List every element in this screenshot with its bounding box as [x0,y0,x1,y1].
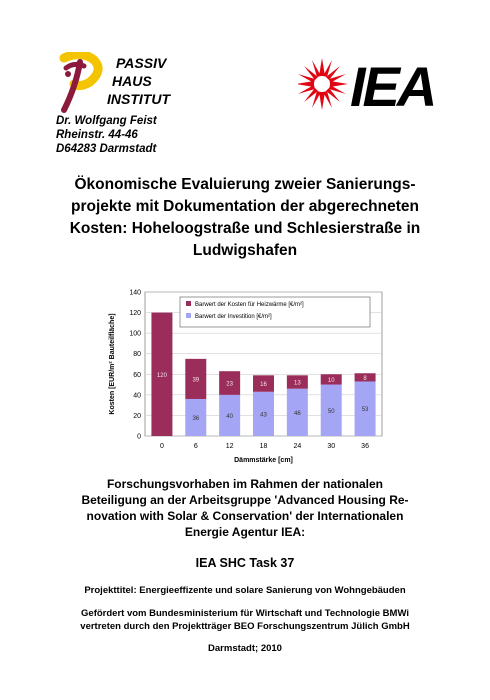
legend-label: Barwert der Investition [€/m²] [195,314,272,320]
place-date: Darmstadt; 2010 [208,643,282,654]
data-label-investition: 43 [260,412,267,419]
logo-line-institut: INSTITUT [107,91,170,107]
y-tick-label: 100 [129,330,141,338]
iea-burst-icon [298,58,348,110]
y-tick-label: 80 [133,351,141,359]
subtitle-line: Forschungsvorhaben im Rahmen der nationalen [106,477,384,491]
passivhaus-logo-icon [54,52,110,114]
title-line: Ökonomische Evaluierung zweier Sanierungs- [74,176,416,193]
x-tick-label: 12 [225,443,234,450]
data-label-heizwaerme: 39 [192,377,200,384]
x-tick-label: 0 [159,443,164,450]
data-label-investition: 53 [361,407,369,414]
legend-label: Barwert der Kosten für Heizwärme [€/m²] [195,302,304,308]
y-tick-label: 0 [137,433,141,441]
legend-swatch [186,301,191,306]
y-tick-label: 40 [133,392,141,400]
x-tick-label: 36 [361,443,369,450]
data-label-investition: 36 [192,415,200,422]
title-line: Ludwigshafen [192,242,298,259]
research-description [40,476,450,540]
task-title: IEA SHC Task 37 [195,556,295,570]
subtitle-line: novation with Solar & Conservation' der Internationalen [86,509,404,523]
logo-line-haus: HAUS [112,73,152,89]
title-line: Kosten: Hoheloogstraße und Schlesierstraße in [69,220,421,237]
x-tick-label: 24 [293,443,302,450]
legend-swatch [186,313,191,318]
data-label-heizwaerme: 13 [294,380,301,387]
address-name: Dr. Wolfgang Feist [56,115,157,127]
data-label-heizwaerme: 120 [156,372,167,379]
funding-note [20,607,470,633]
title-line: projekte mit Dokumentation der abgerechneten [71,198,419,215]
x-tick-label: 30 [327,443,336,450]
subtitle-line: Energie Agentur IEA: [184,525,306,539]
subtitle-line: Beteiligung an der Arbeitsgruppe 'Advanced Housing Re- [81,493,409,507]
y-axis-label: Kosten [EUR/m² Bauteilfläche] [109,313,116,415]
cost-chart [100,284,390,474]
data-label-heizwaerme: 23 [226,381,233,388]
funding-line: Gefördert vom Bundesministerium für Wirtschaft und Technologie BMWi [81,608,409,619]
x-axis-label: Dämmstärke [cm] [234,457,293,464]
y-tick-label: 120 [129,310,141,318]
document-title [20,174,470,262]
logo-line-passiv: PASSIV [116,55,167,71]
address-street: Rheinstr. 44-46 [56,129,138,141]
data-label-investition: 46 [294,410,301,417]
x-tick-label: 18 [259,443,268,450]
y-tick-label: 60 [133,371,141,379]
funding-line: vertreten durch den Projektträger BEO Forschungszentrum Jülich GmbH [80,621,410,632]
data-label-investition: 40 [226,413,233,420]
iea-logo-text: IEA [350,56,435,112]
data-label-heizwaerme: 16 [260,382,267,389]
data-label-heizwaerme: 8 [363,375,367,382]
address-city: D64283 Darmstadt [56,143,157,155]
data-label-investition: 50 [327,408,335,415]
x-tick-label: 6 [193,443,198,450]
iea-logo [298,56,448,112]
y-tick-label: 20 [133,412,141,420]
y-tick-label: 140 [129,289,141,297]
data-label-heizwaerme: 10 [327,377,335,384]
project-title: Projekttitel: Energieeffizente und solare Sanierung von Wohngebäuden [84,585,406,596]
